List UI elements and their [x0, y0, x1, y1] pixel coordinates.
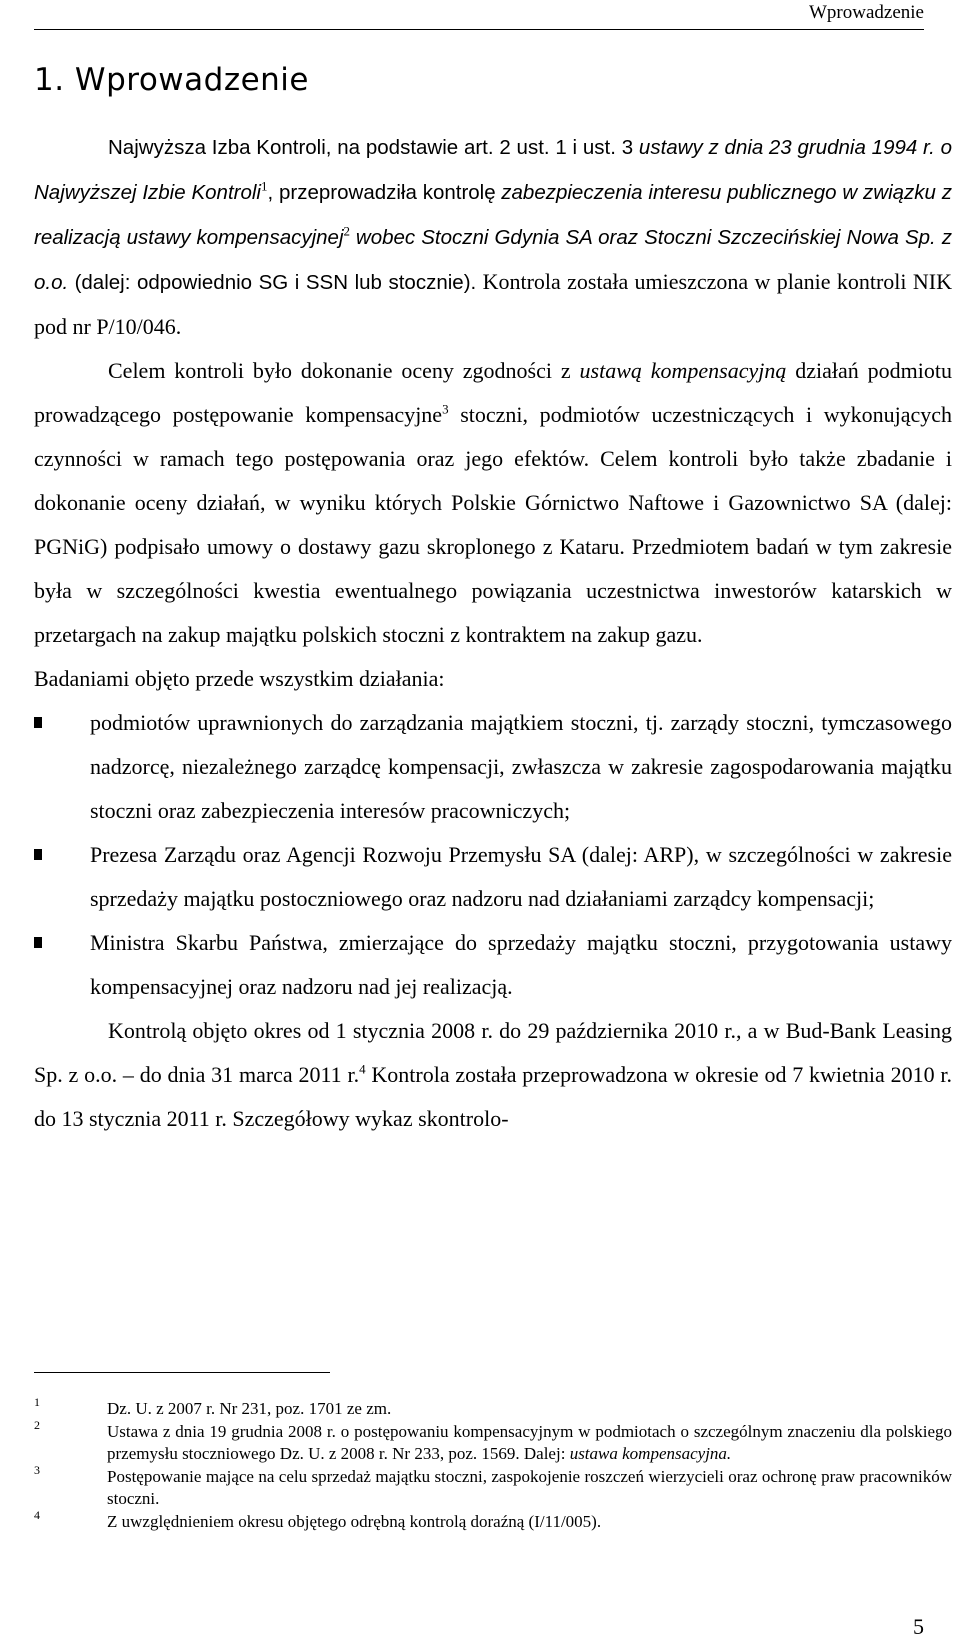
period-text: Kontrola została przeprowadzona w okresie od 7 kwietnia 2010 r. do 13 stycznia 2011 r. Szczegółowy wykaz skontrolo-	[34, 1062, 953, 1131]
goal-text: Celem kontroli było dokonanie oceny zgodności z	[108, 358, 580, 383]
paragraph-intro	[34, 125, 952, 349]
paragraph-period	[34, 1009, 952, 1141]
bullet-square-icon	[34, 849, 42, 860]
list-item	[34, 833, 952, 921]
goal-italic-text: ustawą kompensacyjną	[579, 358, 787, 383]
intro-text: Najwyższa Izba Kontroli, na podstawie art. 2 ust. 1 i ust. 3	[108, 136, 639, 159]
paragraph-scope-intro: Badaniami objęto przede wszystkim działania:	[34, 666, 445, 691]
intro-text: Kontrola została umieszczona w planie kontroli NIK pod nr P/10/046.	[34, 269, 952, 339]
bullet-square-icon	[34, 717, 42, 728]
footnote-italic-text: ustawa kompensacyjna.	[569, 1444, 732, 1463]
footnote-number: 1	[34, 1395, 40, 1409]
bullet-square-icon	[34, 937, 42, 948]
footnote-separator	[34, 1372, 330, 1373]
footnote-3	[34, 1463, 952, 1510]
list-item	[34, 921, 952, 1009]
footnote-number: 2	[34, 1418, 40, 1432]
period-text: Kontrolą objęto okres od 1 stycznia 2008 r. do 29 października 2010 r., a w Bud-Bank Leasing Sp. z o.o. – do dnia 31 marca 2011 r.	[34, 1018, 952, 1087]
footnote-2	[34, 1418, 952, 1465]
footnote-number: 3	[34, 1463, 40, 1477]
footnote-number: 4	[34, 1508, 40, 1522]
footnote-text: Ustawa z dnia 19 grudnia 2008 r. o postępowaniu kompensacyjnym w podmiotach o szczególnym znaczeniu dla polskiego przemysłu stoczniowego Dz. U. z 2008 r. Nr 233, poz. 1569. Dalej:	[107, 1422, 952, 1463]
chapter-title: 1. Wprowadzenie	[34, 62, 309, 98]
scope-bullet-list	[34, 701, 952, 1009]
list-item-text: Prezesa Zarządu oraz Agencji Rozwoju Przemysłu SA (dalej: ARP), w szczególności w zakresie sprzedaży majątku postoczniowego oraz nadzoru nad działaniami zarządcy kompensacji;	[90, 842, 952, 911]
footnote-ref-2[interactable]: 2	[343, 223, 351, 239]
footnote-4	[34, 1508, 952, 1533]
intro-text: (dalej: odpowiednio SG i SSN lub stocznie).	[74, 271, 477, 294]
footnote-text: Z uwzględnieniem okresu objętego odrębną kontrolą doraźną (I/11/005).	[107, 1512, 602, 1531]
goal-text: działań podmiotu prowadzącego postępowanie kompensacyjne	[34, 358, 953, 427]
list-item	[34, 701, 952, 833]
header-rule	[34, 29, 924, 30]
footnote-ref-1[interactable]: 1	[260, 178, 268, 194]
intro-italic-text: wobec Stoczni Gdynia SA oraz Stoczni Szczecińskiej Nowa Sp. z o.o.	[34, 226, 953, 294]
running-header: Wprowadzenie	[809, 2, 924, 23]
intro-italic-text: 23 grudnia 1994 r. o Najwyższej Izbie Kontroli	[34, 136, 953, 204]
page-number: 5	[913, 1614, 924, 1639]
intro-italic-text: zabezpieczenia interesu publicznego w związku z realizacją ustawy kompensacyjnej	[34, 181, 952, 249]
goal-text: stoczni, podmiotów uczestniczących i wykonujących czynności w ramach tego postępowania oraz jego efektów. Celem kontroli było także zbadanie i dokonanie oceny działań, w wyniku których Polskie Górnictwo Naftowe i Gazownictwo SA (dalej: PGNiG) podpisało umowy o dostawy gazu skroplonego z Kataru. Przedmiotem badań w tym zakresie była w szczególności kwestia ewentualnego powiązania uczestnictwa inwestorów katarskich w przetargach na zakup majątku polskich stoczni z kontraktem na zakup gazu.	[34, 402, 952, 647]
footnote-text: Postępowanie mające na celu sprzedaż majątku stoczni, zaspokojenie roszczeń wierzycieli oraz ochronę praw pracowników stoczni.	[107, 1467, 952, 1508]
footnotes	[34, 1395, 952, 1534]
intro-italic-text: ustawy z dnia	[638, 136, 764, 159]
list-item-text: Ministra Skarbu Państwa, zmierzające do sprzedaży majątku stoczni, przygotowania ustawy kompensacyjnej oraz nadzoru nad jej realizacją.	[90, 930, 952, 999]
list-item-text: podmiotów uprawnionych do zarządzania majątkiem stoczni, tj. zarządy stoczni, tymczasowego nadzorcę, niezależnego zarządcę kompensacji, zwłaszcza w zakresie zagospodarowania majątku stoczni oraz zabezpieczenia interesów pracowniczych;	[90, 710, 952, 823]
footnote-1	[34, 1395, 952, 1420]
paragraph-goal	[34, 349, 952, 657]
footnote-ref-3[interactable]: 3	[442, 401, 449, 417]
footnote-ref-4[interactable]: 4	[359, 1061, 366, 1077]
footnote-text: Dz. U. z 2007 r. Nr 231, poz. 1701 ze zm.	[107, 1399, 392, 1418]
intro-text: , przeprowadziła kontrolę	[267, 181, 496, 204]
body-text	[34, 125, 952, 1141]
